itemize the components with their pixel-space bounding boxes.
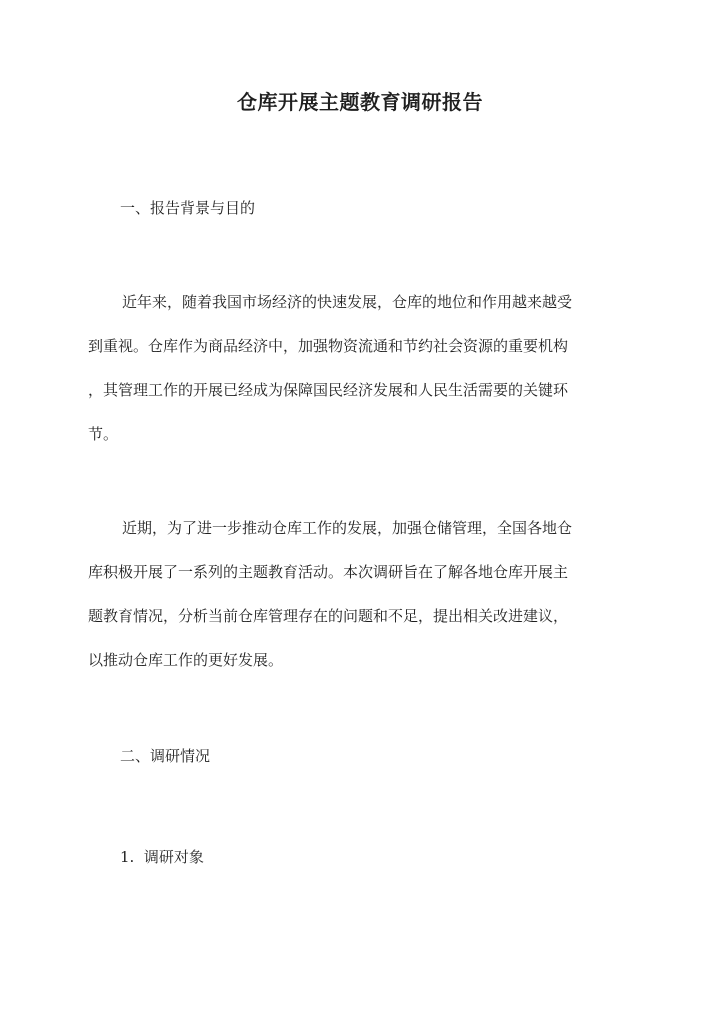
paragraph-line: 近期，为了进一步推动仓库工作的发展，加强仓储管理，全国各地仓 <box>122 519 573 537</box>
paragraph-line: ，其管理工作的开展已经成为保障国民经济发展和人民生活需要的关键环 <box>88 381 569 399</box>
paragraph-purpose <box>88 506 632 682</box>
paragraph-line: 以推动仓库工作的更好发展。 <box>88 651 284 669</box>
paragraph-line: 到重视。仓库作为商品经济中，加强物资流通和节约社会资源的重要机构 <box>88 337 569 355</box>
paragraph-line: 库积极开展了一系列的主题教育活动。本次调研旨在了解各地仓库开展主 <box>88 563 569 581</box>
paragraph-line: 节。 <box>88 425 119 443</box>
paragraph-background <box>88 280 632 456</box>
section-heading-background: 一、报告背景与目的 <box>120 199 256 217</box>
subheading-survey-subject: 1. 调研对象 <box>120 848 204 866</box>
paragraph-line: 题教育情况，分析当前仓库管理存在的问题和不足，提出相关改进建议， <box>88 607 569 625</box>
section-heading-survey: 二、调研情况 <box>120 747 211 765</box>
paragraph-line: 近年来，随着我国市场经济的快速发展，仓库的地位和作用越来越受 <box>122 293 573 311</box>
document-title: 仓库开展主题教育调研报告 <box>237 90 483 114</box>
